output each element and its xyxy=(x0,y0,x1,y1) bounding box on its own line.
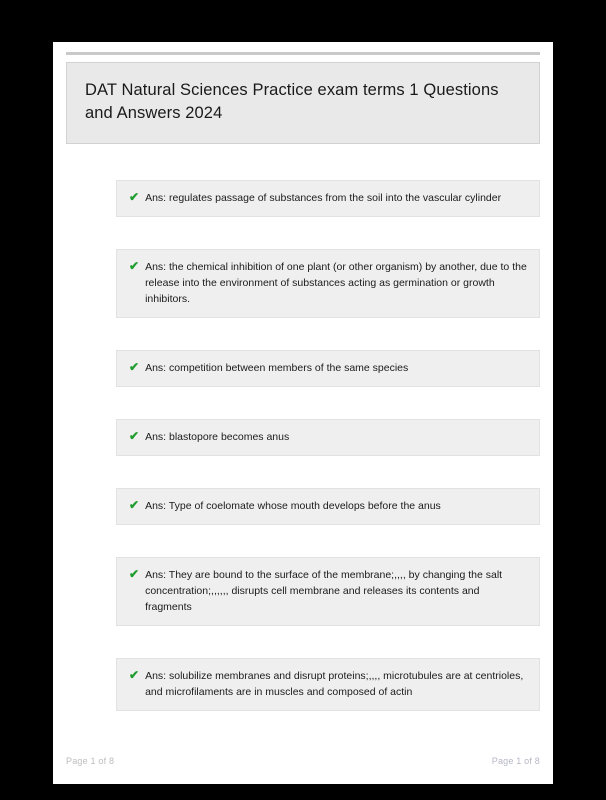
answer-text: Ans: the chemical inhibition of one plant (or other organism) by another, due to the release into the environment of substances acting as germination or growth inhibitors. xyxy=(145,261,527,305)
page-title: DAT Natural Sciences Practice exam terms 1 Questions and Answers 2024 xyxy=(85,81,499,122)
document-page xyxy=(53,42,553,784)
answer-text: Ans: competition between members of the same species xyxy=(145,362,409,374)
footer-right-text: Page 1 of 8 xyxy=(491,756,540,766)
answer-text: Ans: regulates passage of substances from the soil into the vascular cylinder xyxy=(145,192,502,204)
answer-text: Ans: They are bound to the surface of the membrane;,,,, by changing the salt concentration;,,,,,, disrupts cell membrane and releases its contents and fragments xyxy=(145,569,503,613)
answer-text: Ans: blastopore becomes anus xyxy=(145,431,290,443)
check-icon: ✔ xyxy=(129,498,140,512)
list-item xyxy=(116,180,540,217)
check-icon: ✔ xyxy=(129,429,140,443)
page-footer xyxy=(66,756,540,766)
list-item xyxy=(116,350,540,387)
check-icon: ✔ xyxy=(129,567,140,581)
list-item xyxy=(116,557,540,626)
footer-left-text: Page 1 of 8 xyxy=(66,756,115,766)
document-title-box xyxy=(66,62,540,144)
answer-text: Ans: Type of coelomate whose mouth develops before the anus xyxy=(145,500,441,512)
header-divider xyxy=(66,52,540,55)
check-icon: ✔ xyxy=(129,668,140,682)
answer-text: Ans: solubilize membranes and disrupt proteins;,,,, microtubules are at centrioles, and microfilaments are in muscles and composed of actin xyxy=(145,670,524,698)
list-item xyxy=(116,488,540,525)
check-icon: ✔ xyxy=(129,360,140,374)
list-item xyxy=(116,249,540,318)
list-item xyxy=(116,658,540,711)
check-icon: ✔ xyxy=(129,190,140,204)
answers-list xyxy=(116,180,540,743)
list-item xyxy=(116,419,540,456)
check-icon: ✔ xyxy=(129,259,140,273)
